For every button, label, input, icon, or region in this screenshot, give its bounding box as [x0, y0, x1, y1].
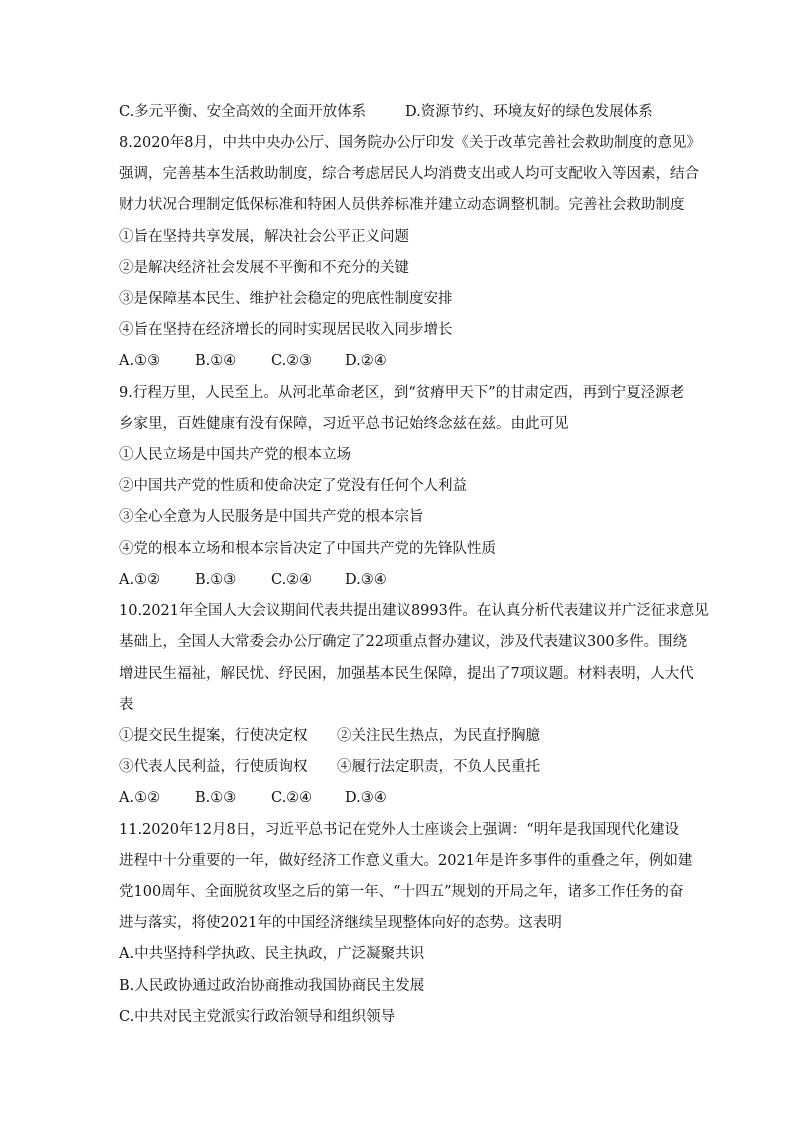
q8-option-b: B.①④	[195, 353, 237, 369]
q9-option-d: D.③④	[345, 572, 387, 588]
q9-option-a: A.①②	[119, 572, 161, 588]
q11-stem-line-4: 进与落实，将使2021年的中国经济继续呈现整体向好的态势。这表明	[119, 915, 562, 931]
q10-item-4: ④履行法定职责，不负人民重托	[337, 759, 540, 775]
q11-option-c: C.中共对民主党派实行政治领导和组织领导	[119, 1009, 396, 1025]
q8-stem-line-1: 8.2020年8月，中共中央办公厅、国务院办公厅印发《关于改革完善社会救助制度的意见》	[119, 135, 701, 151]
q10-option-a: A.①②	[119, 790, 161, 806]
q10-option-b: B.①③	[195, 790, 237, 806]
q9-item-1: ①人民立场是中国共产党的根本立场	[119, 447, 351, 463]
q9-stem-line-2: 乡家里，百姓健康有没有保障，习近平总书记始终念兹在兹。由此可见	[119, 416, 569, 432]
q8-option-a: A.①③	[119, 353, 161, 369]
q10-stem-line-1: 10.2021年全国人大会议期间代表共提出建议8993件。在认真分析代表建议并广泛征求意见	[119, 603, 709, 619]
q10-stem-line-4: 表	[119, 697, 134, 713]
q8-stem-line-3: 财力状况合理制定低保标准和特困人员供养标准并建立动态调整机制。完善社会救助制度	[119, 197, 685, 213]
q9-option-c: C.②④	[271, 572, 313, 588]
q10-option-c: C.②④	[271, 790, 313, 806]
q11-stem-line-1: 11.2020年12月8日，习近平总书记在党外人士座谈会上强调：“明年是我国现代化建设	[119, 822, 679, 838]
q11-option-b: B.人民政协通过政治协商推动我国协商民主发展	[119, 978, 425, 994]
q7-option-c: C.多元平衡、安全高效的全面开放体系	[119, 104, 367, 120]
q11-option-a: A.中共坚持科学执政、民主执政，广泛凝聚共识	[119, 946, 425, 962]
q9-stem-line-1: 9.行程万里，人民至上。从河北革命老区，到“贫瘠甲天下”的甘肃定西，再到宁夏泾源老	[119, 385, 685, 401]
q11-stem-line-3: 党100周年、全面脱贫攻坚之后的第一年、“十四五”规划的开局之年，诸多工作任务的奋	[119, 884, 684, 900]
q8-option-c: C.②③	[271, 353, 313, 369]
q9-item-2: ②中国共产党的性质和使命决定了党没有任何个人利益	[119, 478, 467, 494]
q9-option-b: B.①③	[195, 572, 237, 588]
q7-option-d: D.资源节约、环境友好的绿色发展体系	[405, 104, 653, 120]
q10-item-1: ①提交民生提案，行使决定权	[119, 728, 308, 744]
q11-stem-line-2: 进程中十分重要的一年，做好经济工作意义重大。2021年是许多事件的重叠之年，例如建	[119, 853, 693, 869]
q8-item-1: ①旨在坚持共享发展，解决社会公平正义问题	[119, 229, 409, 245]
q8-item-4: ④旨在坚持在经济增长的同时实现居民收入同步增长	[119, 322, 453, 338]
q8-option-d: D.②④	[345, 353, 387, 369]
q8-stem-line-2: 强调，完善基本生活救助制度，综合考虑居民人均消费支出或人均可支配收入等因素，结合	[119, 166, 699, 182]
q8-item-2: ②是解决经济社会发展不平衡和不充分的关键	[119, 260, 409, 276]
q9-item-3: ③全心全意为人民服务是中国共产党的根本宗旨	[119, 509, 424, 525]
q10-item-2: ②关注民生热点，为民直抒胸臆	[337, 728, 540, 744]
q8-item-3: ③是保障基本民生、维护社会稳定的兜底性制度安排	[119, 291, 453, 307]
q10-option-d: D.③④	[345, 790, 387, 806]
q10-stem-line-2: 基础上，全国人大常委会办公厅确定了22项重点督办建议，涉及代表建议300多件。围绕	[119, 634, 688, 650]
q9-item-4: ④党的根本立场和根本宗旨决定了中国共产党的先锋队性质	[119, 541, 496, 557]
q10-stem-line-3: 增进民生福祉，解民忧、纾民困，加强基本民生保障，提出了7项议题。材料表明，人大代	[119, 666, 694, 682]
q10-item-3: ③代表人民利益，行使质询权	[119, 759, 308, 775]
